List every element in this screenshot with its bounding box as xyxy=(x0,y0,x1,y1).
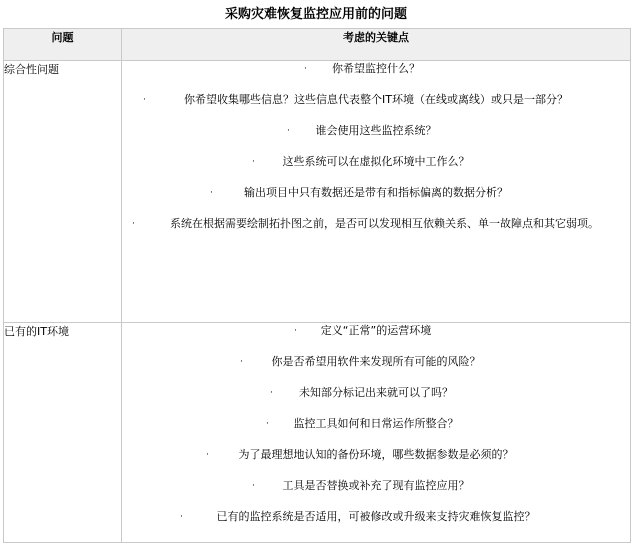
key-points-list xyxy=(122,61,630,256)
list-item-text: 输出项目中只有数据还是带有和指标偏离的数据分析？ xyxy=(244,186,508,199)
list-item xyxy=(122,123,630,154)
list-item xyxy=(122,509,630,540)
list-item-text: 你是否希望用软件来发现所有可能的风险？ xyxy=(271,355,481,368)
list-item-text: 监控工具如何和日常运作所整合？ xyxy=(293,417,459,430)
list-item xyxy=(122,354,630,385)
bullet-icon: · xyxy=(206,450,209,460)
page-title: 采购灾难恢复监控应用前的问题 xyxy=(224,7,407,22)
list-item-text: 已有的监控系统是否适用，可被修改或升级来支持灾难恢复监控？ xyxy=(216,510,536,523)
table-row xyxy=(4,61,631,323)
list-item-text: 系统在根据需要绘制拓扑图之前，是否可以发现相互依赖关系、单一故障点和其它弱项。 xyxy=(170,217,599,230)
list-item xyxy=(122,447,630,478)
bullet-icon: · xyxy=(132,219,135,229)
bullet-icon: · xyxy=(180,512,183,522)
bullet-icon: · xyxy=(287,126,290,136)
bullet-icon: · xyxy=(304,64,307,74)
bullet-icon: · xyxy=(294,326,297,336)
key-points-list xyxy=(122,323,630,540)
list-item xyxy=(122,185,630,216)
list-item-text: 定义“正常”的运营环境 xyxy=(320,324,432,337)
bullet-icon: · xyxy=(210,188,213,198)
bullet-icon: · xyxy=(143,95,146,105)
list-item xyxy=(122,323,630,354)
list-item-text: 这些系统可以在虚拟化环境中工作么？ xyxy=(282,155,470,168)
bullet-icon: · xyxy=(240,357,243,367)
list-item-text: 你希望监控什么？ xyxy=(332,62,420,75)
category-cell: 综合性问题 xyxy=(4,61,122,323)
table-row xyxy=(4,323,631,543)
list-item-text: 工具是否替换或补充了现有监控应用？ xyxy=(282,479,470,492)
column-header-key-points: 考虑的关键点 xyxy=(122,29,631,61)
list-item-text: 谁会使用这些监控系统？ xyxy=(315,124,437,137)
list-item xyxy=(122,478,630,509)
bullet-icon: · xyxy=(266,419,269,429)
column-header-question: 问题 xyxy=(4,29,122,61)
questions-table xyxy=(3,28,631,543)
bullet-icon: · xyxy=(270,388,273,398)
list-item-text: 为了最理想地认知的备份环境，哪些数据参数是必须的？ xyxy=(238,448,514,461)
list-item xyxy=(122,385,630,416)
key-points-cell xyxy=(122,323,631,543)
table-header-row xyxy=(4,29,631,61)
key-points-cell xyxy=(122,61,631,323)
list-item-text: 未知部分标记出来就可以了吗？ xyxy=(299,386,453,399)
list-item xyxy=(122,154,630,185)
list-item-text: 你希望收集哪些信息？这些信息代表整个IT环境（在线或离线）或只是一部分？ xyxy=(184,93,568,106)
bullet-icon: · xyxy=(252,157,255,167)
list-item xyxy=(122,416,630,447)
bullet-icon: · xyxy=(252,481,255,491)
category-cell: 已有的IT环境 xyxy=(4,323,122,543)
list-item xyxy=(122,92,630,123)
list-item xyxy=(122,61,630,92)
list-item xyxy=(122,216,630,256)
